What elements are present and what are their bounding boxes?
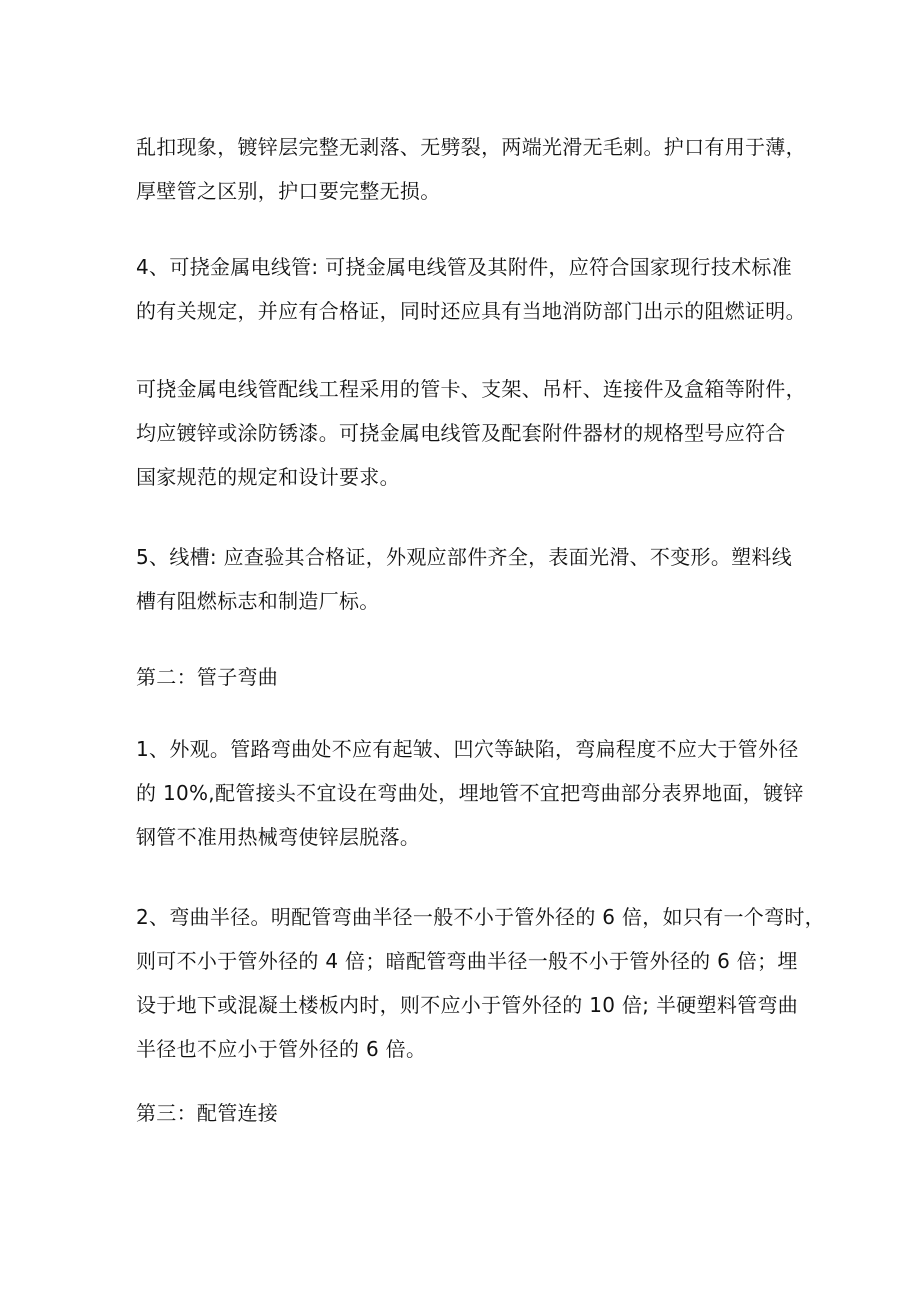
heading-pipe-connection [136,1091,784,1135]
text-line: 半径也不应小于管外径的 6 倍。 [136,1037,427,1061]
paragraph-bending-radius [136,895,825,1071]
section-heading: 第二：管子弯曲 [136,665,279,689]
paragraph-conduit-accessories [136,367,806,499]
text-line: 设于地下或混凝土楼板内时，则不应小于管外径的 10 倍; 半硬塑料管弯曲 [136,993,799,1017]
text-line: 4、可挠金属电线管: 可挠金属电线管及其附件，应符合国家现行技术标准 [136,255,793,279]
section-heading: 第三：配管连接 [136,1101,279,1125]
paragraph-appearance [136,727,804,859]
text-line: 乱扣现象，镀锌层完整无剥落、无劈裂，两端光滑无毛刺。护口有用于薄， [136,135,806,159]
text-line: 槽有阻燃标志和制造厂标。 [136,589,380,613]
text-line: 可挠金属电线管配线工程采用的管卡、支架、吊杆、连接件及盒箱等附件， [136,377,806,401]
text-line: 国家规范的规定和设计要求。 [136,465,400,489]
text-line: 钢管不准用热械弯使锌层脱落。 [136,825,421,849]
text-line: 1、外观。管路弯曲处不应有起皱、凹穴等缺陷，弯扁程度不应大于管外径 [136,737,799,761]
text-line: 的有关规定，并应有合格证，同时还应具有当地消防部门出示的阻燃证明。 [136,299,806,323]
text-line: 5、线槽: 应查验其合格证，外观应部件齐全，表面光滑、不变形。塑料线 [136,545,793,569]
paragraph-flexible-conduit [136,245,806,333]
paragraph-galvanized-layer [136,125,806,213]
paragraph-wire-trough [136,535,793,623]
text-line: 2、弯曲半径。明配管弯曲半径一般不小于管外径的 6 倍，如只有一个弯时， [136,905,825,929]
heading-pipe-bending [136,655,784,699]
text-line: 则可不小于管外径的 4 倍；暗配管弯曲半径一般不小于管外径的 6 倍；埋 [136,949,798,973]
text-line: 厚壁管之区别，护口要完整无损。 [136,179,441,203]
text-line: 的 10%,配管接头不宜设在弯曲处，埋地管不宜把弯曲部分表界地面，镀锌 [136,781,804,805]
text-line: 均应镀锌或涂防锈漆。可挠金属电线管及配套附件器材的规格型号应符合 [136,421,786,445]
